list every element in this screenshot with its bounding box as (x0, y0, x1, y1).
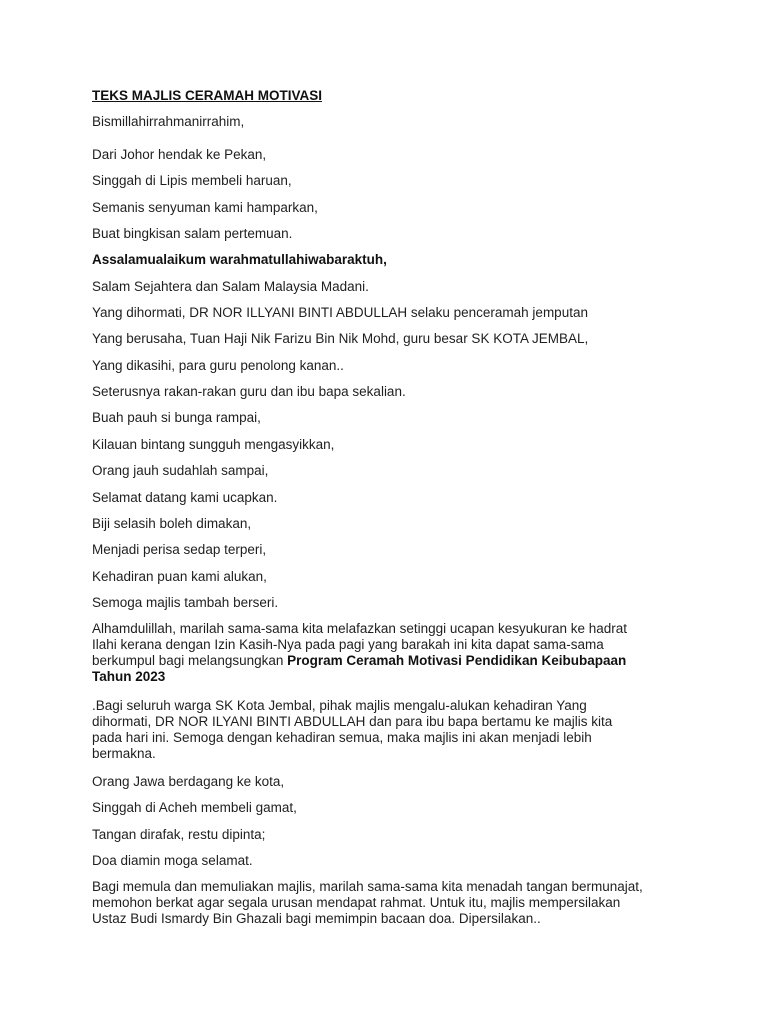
greeting-line-3: Yang dikasihi, para guru penolong kanan.. (92, 358, 344, 373)
pantun4-line-3: Tangan dirafak, restu dipinta; (92, 827, 266, 842)
pantun1-line-4: Buat bingkisan salam pertemuan. (92, 226, 293, 241)
opening-line: Bismillahirrahmanirrahim, (92, 114, 245, 129)
greeting-line-1: Yang dihormati, DR NOR ILLYANI BINTI ABDULLAH selaku penceramah jemputan (92, 305, 588, 320)
pantun3-line-4: Semoga majlis tambah berseri. (92, 595, 279, 610)
paragraph2-line-4: bermakna. (92, 746, 156, 761)
paragraph2-line-1: .Bagi seluruh warga SK Kota Jembal, pihak majlis mengalu-alukan kehadiran Yang (92, 698, 587, 713)
paragraph-opening-gratitude (92, 621, 692, 685)
paragraph-prayer (92, 879, 692, 927)
pantun1-line-3: Semanis senyuman kami hamparkan, (92, 200, 318, 215)
pantun2-line-3: Orang jauh sudahlah sampai, (92, 463, 269, 478)
pantun4-line-1: Orang Jawa berdagang ke kota, (92, 774, 285, 789)
pantun4-line-4: Doa diamin moga selamat. (92, 853, 253, 868)
salam-national: Salam Sejahtera dan Salam Malaysia Madani. (92, 279, 369, 294)
greeting-line-4: Seterusnya rakan-rakan guru dan ibu bapa sekalian. (92, 384, 406, 399)
pantun2-line-2: Kilauan bintang sungguh mengasyikkan, (92, 437, 335, 452)
paragraph2-line-3: pada hari ini. Semoga dengan kehadiran semua, maka majlis ini akan menjadi lebih (92, 730, 592, 745)
pantun2-line-4: Selamat datang kami ucapkan. (92, 490, 278, 505)
paragraph3-line-2: memohon berkat agar segala urusan mendapat rahmat. Untuk itu, majlis mempersilakan (92, 895, 621, 910)
paragraph3-line-1: Bagi memula dan memuliakan majlis, marilah sama-sama kita menadah tangan bermunajat, (92, 879, 643, 894)
paragraph3-line-3: Ustaz Budi Ismardy Bin Ghazali bagi memimpin bacaan doa. Dipersilakan.. (92, 911, 541, 926)
paragraph2-line-2: dihormati, DR NOR ILYANI BINTI ABDULLAH dan para ibu bapa bertamu ke majlis kita (92, 714, 613, 729)
salam-arabic: Assalamualaikum warahmatullahiwabaraktuh, (92, 252, 387, 267)
program-year: Tahun 2023 (92, 669, 166, 684)
paragraph1-line-2: Ilahi kerana dengan Izin Kasih-Nya pada pagi yang barakah ini kita dapat sama-sama (92, 637, 604, 652)
paragraph1-line-3 (92, 653, 692, 669)
pantun4-line-2: Singgah di Acheh membeli gamat, (92, 800, 297, 815)
pantun2-line-1: Buah pauh si bunga rampai, (92, 410, 261, 425)
paragraph-welcome (92, 698, 692, 762)
paragraph1-line-3-plain: berkumpul bagi melangsungkan (92, 653, 288, 668)
pantun1-line-1: Dari Johor hendak ke Pekan, (92, 147, 267, 162)
program-name: Program Ceramah Motivasi Pendidikan Keibubapaan (287, 653, 627, 668)
pantun3-line-3: Kehadiran puan kami alukan, (92, 569, 267, 584)
pantun1-line-2: Singgah di Lipis membeli haruan, (92, 173, 292, 188)
pantun3-line-2: Menjadi perisa sedap terperi, (92, 542, 267, 557)
pantun3-line-1: Biji selasih boleh dimakan, (92, 516, 252, 531)
document-title: TEKS MAJLIS CERAMAH MOTIVASI (92, 88, 323, 103)
paragraph1-line-1: Alhamdulillah, marilah sama-sama kita melafazkan setinggi ucapan kesyukuran ke hadrat (92, 621, 628, 636)
greeting-line-2: Yang berusaha, Tuan Haji Nik Farizu Bin Nik Mohd, guru besar SK KOTA JEMBAL, (92, 331, 589, 346)
